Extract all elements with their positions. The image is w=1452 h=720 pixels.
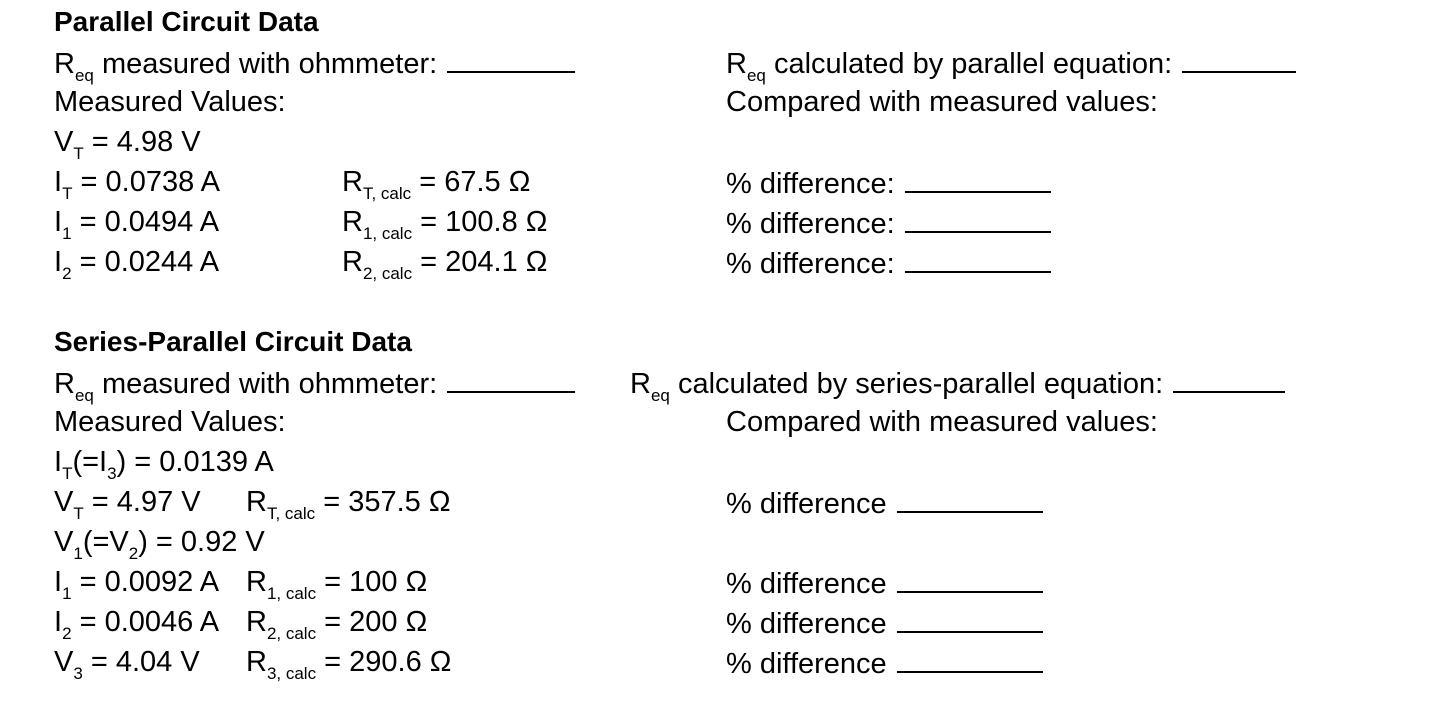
sp-diff-rt-blank[interactable] xyxy=(897,485,1043,513)
sp-req-measured-blank[interactable] xyxy=(447,365,575,393)
parallel-diff-r2-blank[interactable] xyxy=(905,245,1051,273)
sp-it: $I_T(=I_3) = 0.0139$ A xyxy=(54,446,274,483)
sp-diff-r3-blank[interactable] xyxy=(897,645,1043,673)
parallel-req-measured: $R_{eq}$ measured with ohmmeter: xyxy=(54,45,575,81)
sp-i1: $I_1 = 0.0092$ A xyxy=(54,566,220,603)
parallel-i1: $I_1 = 0.0494$ A xyxy=(54,206,220,243)
sp-req-measured: $R_{eq}$ measured with ohmmeter: xyxy=(54,365,575,401)
parallel-diff-rt: % difference: xyxy=(726,165,1051,201)
sp-compared-label: Compared with measured values: xyxy=(726,406,1158,438)
sp-i2: $I_2 = 0.0046$ A xyxy=(54,606,220,643)
sp-diff-r2-blank[interactable] xyxy=(897,605,1043,633)
sp-rt: $R_{T, calc} = 357.5$ Ω xyxy=(246,486,451,523)
sp-vt: $V_T = 4.97$ V xyxy=(54,486,201,523)
parallel-compared-label: Compared with measured values: xyxy=(726,86,1158,118)
sp-r3: $R_{3, calc} = 290.6$ Ω xyxy=(246,646,452,683)
sp-diff-r2: % difference xyxy=(726,605,1043,641)
parallel-diff-rt-blank[interactable] xyxy=(905,165,1051,193)
parallel-vt: $V_T = 4.98$ V xyxy=(54,126,201,163)
parallel-it: $I_T = 0.0738$ A xyxy=(54,166,221,203)
parallel-req-measured-blank[interactable] xyxy=(447,45,575,73)
parallel-diff-r1-blank[interactable] xyxy=(905,205,1051,233)
sp-r2: $R_{2, calc} = 200$ Ω xyxy=(246,606,428,643)
sp-v1: $V_1(=V_2) = 0.92$ V xyxy=(54,526,265,563)
parallel-r2: $R_{2, calc} = 204.1$ Ω xyxy=(342,246,548,283)
parallel-req-calculated: $R_{eq}$ calculated by parallel equation: xyxy=(726,45,1296,81)
sp-measured-values-label: Measured Values: xyxy=(54,406,286,438)
parallel-heading: Parallel Circuit Data xyxy=(54,6,319,37)
sp-req-calculated-blank[interactable] xyxy=(1173,365,1285,393)
sp-r1: $R_{1, calc} = 100$ Ω xyxy=(246,566,428,603)
parallel-measured-values-label: Measured Values: xyxy=(54,86,286,118)
series-parallel-heading: Series-Parallel Circuit Data xyxy=(54,326,412,357)
parallel-diff-r1: % difference: xyxy=(726,205,1051,241)
sp-diff-rt: % difference xyxy=(726,485,1043,521)
parallel-req-calculated-blank[interactable] xyxy=(1182,45,1296,73)
sp-v3: $V_3 = 4.04$ V xyxy=(54,646,200,683)
sp-diff-r1-blank[interactable] xyxy=(897,565,1043,593)
sp-diff-r3: % difference xyxy=(726,645,1043,681)
sp-diff-r1: % difference xyxy=(726,565,1043,601)
parallel-i2: $I_2 = 0.0244$ A xyxy=(54,246,220,283)
parallel-rt: $R_{T, calc} = 67.5$ Ω xyxy=(342,166,531,203)
sp-req-calculated: $R_{eq}$ calculated by series-parallel equation: xyxy=(630,365,1285,401)
parallel-r1: $R_{1, calc} = 100.8$ Ω xyxy=(342,206,548,243)
parallel-diff-r2: % difference: xyxy=(726,245,1051,281)
